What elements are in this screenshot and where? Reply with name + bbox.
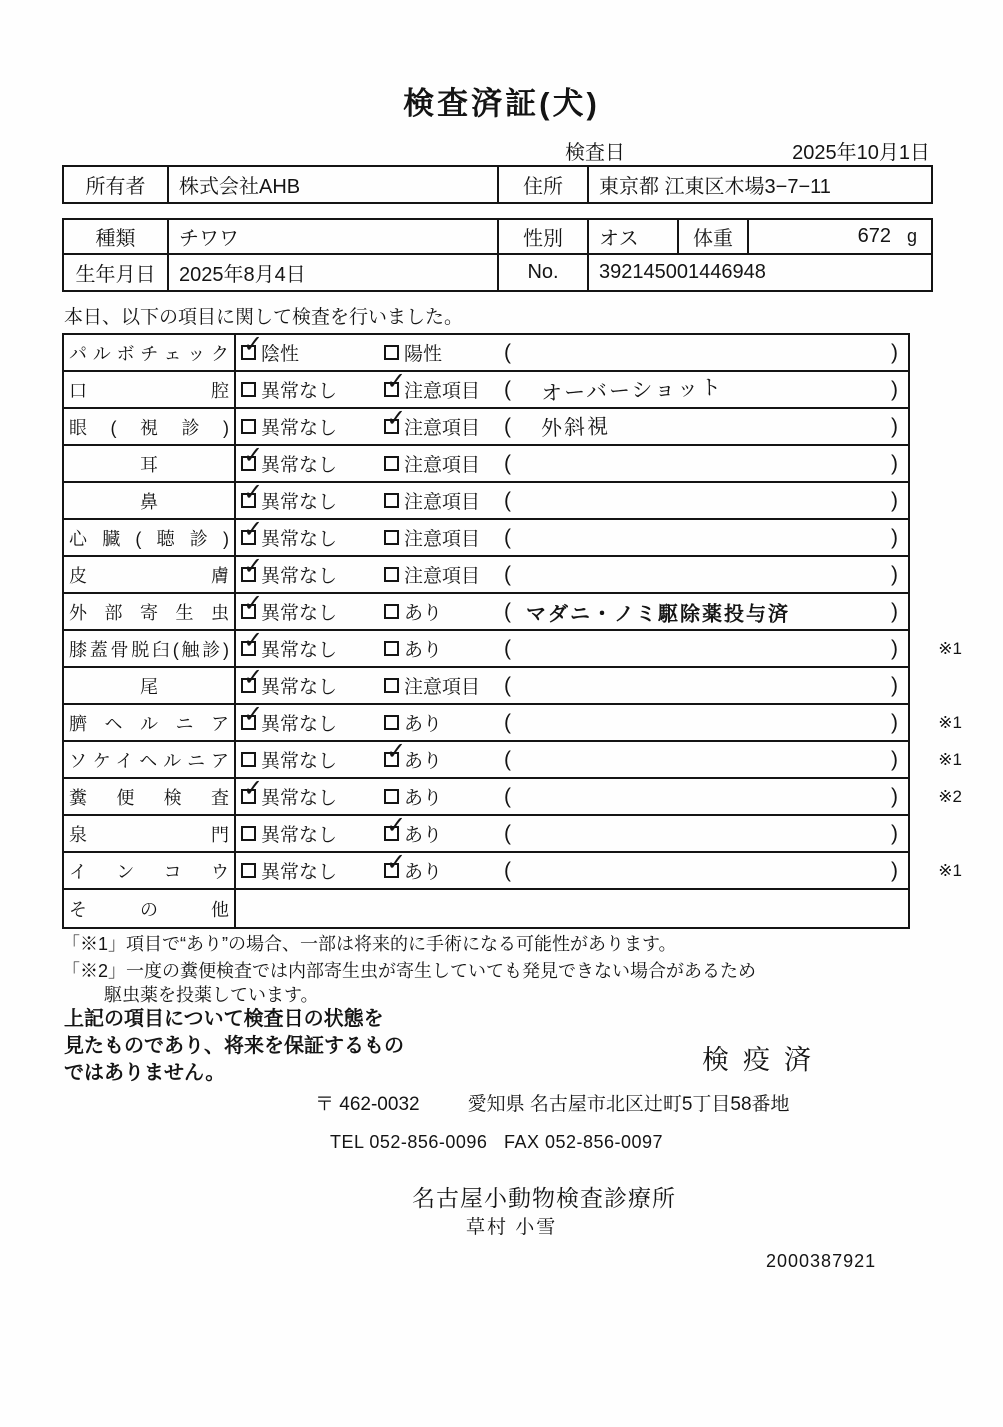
option-2 (384, 446, 480, 481)
paren-open: ( (504, 488, 511, 512)
option-1 (241, 372, 337, 407)
serial-number: 2000387921 (766, 1251, 877, 1271)
check-icon: ✓ (243, 701, 264, 728)
exam-row-content (236, 849, 908, 888)
check-icon: ✓ (386, 812, 407, 839)
exam-row-label-text: 眼(視診) (69, 417, 229, 438)
exam-row-content (236, 812, 908, 851)
checkbox-unchecked (384, 715, 399, 730)
paren-close: ) (891, 414, 898, 438)
paren-close: ) (891, 673, 898, 697)
exam-row-label (64, 483, 236, 518)
exam-row-content (236, 479, 908, 518)
paren-open: ( (504, 451, 511, 475)
paren-close: ) (891, 340, 898, 364)
checkbox-checked (241, 553, 264, 582)
option-2 (384, 405, 481, 444)
check-icon: ✓ (243, 590, 264, 617)
option-2 (384, 812, 443, 851)
exam-row-label (64, 409, 236, 444)
owner-table (62, 165, 933, 204)
checkbox-checked (384, 405, 407, 434)
option-label: あり (404, 825, 443, 846)
paren-close: ) (891, 451, 898, 475)
checkbox-unchecked (241, 863, 256, 878)
intro-text: 本日、以下の項目に関して検査を行いました。 (64, 307, 464, 328)
paren-open: ( (504, 599, 511, 623)
clinic-name: 名古屋小動物検査診療所 (412, 1185, 676, 1211)
exam-row-label (64, 594, 236, 629)
paren-open: ( (504, 340, 511, 364)
option-label: あり (404, 640, 443, 661)
check-icon: ✓ (243, 775, 264, 802)
option-label: 異常なし (261, 788, 338, 809)
ref-mark: ※1 (938, 749, 962, 769)
checkbox-checked (384, 812, 407, 841)
exam-row-label-text: 糞便検査 (69, 787, 229, 808)
paren-close: ) (891, 784, 898, 808)
paren-close: ) (891, 821, 898, 845)
paren-open: ( (504, 821, 511, 845)
exam-row-label-text: 臍ヘルニア (69, 713, 229, 734)
paren-open: ( (504, 673, 511, 697)
option-1 (241, 627, 338, 666)
option-label: 注意項目 (404, 492, 481, 513)
checkbox-unchecked (384, 789, 399, 804)
exam-row (64, 812, 908, 853)
exam-row-label-text: 心臓(聴診) (69, 528, 229, 549)
check-icon: ✓ (243, 516, 264, 543)
weight-cell (749, 220, 931, 253)
birthdate-label: 生年月日 (64, 255, 169, 290)
paren-open: ( (504, 784, 511, 808)
exam-row-label (64, 557, 236, 592)
check-icon: ✓ (243, 627, 264, 654)
option-1 (241, 479, 338, 518)
option-label: あり (404, 603, 443, 624)
pet-info-row-2 (64, 255, 931, 290)
exam-row-label (64, 853, 236, 888)
check-icon: ✓ (386, 849, 407, 876)
option-1 (241, 742, 337, 777)
paren-close: ) (891, 377, 898, 401)
option-1 (241, 331, 300, 370)
disclaimer (64, 1006, 404, 1087)
check-icon: ✓ (243, 553, 264, 580)
footnote-2-line1: 「※2」一度の糞便検査では内部寄生虫が寄生していても発見できない場合があるため (62, 961, 757, 981)
owner-label: 所有者 (64, 167, 169, 202)
exam-row (64, 442, 908, 483)
clinic-postal-row (315, 1089, 790, 1116)
checkbox-unchecked (384, 493, 399, 508)
address-value: 東京都 江東区木場3−7−11 (599, 176, 831, 198)
option-label: 異常なし (261, 751, 338, 772)
check-icon: ✓ (243, 479, 264, 506)
option-2 (384, 483, 480, 518)
exam-row-label (64, 520, 236, 555)
option-1 (241, 701, 338, 740)
pet-info-table (62, 218, 933, 292)
exam-row (64, 590, 908, 631)
exam-row-content (236, 775, 908, 814)
exam-row-label-text: 外部寄生虫 (69, 602, 229, 623)
exam-row-content (236, 516, 908, 555)
option-label: 異常なし (261, 566, 338, 587)
exam-row (64, 738, 962, 779)
inspection-date-row (62, 136, 933, 162)
option-label: 異常なし (261, 492, 338, 513)
disclaimer-line-2: 見たものであり、将来を保証するもの (64, 1035, 404, 1057)
checkbox-checked (241, 516, 264, 545)
option-1 (241, 409, 337, 444)
veterinarian-name: 草村 小雪 (466, 1217, 558, 1238)
exam-row (64, 553, 908, 594)
option-label: 異常なし (261, 603, 338, 624)
option-1 (241, 590, 338, 629)
exam-row-label (64, 816, 236, 851)
inspection-date-value: 2025年10月1日 (792, 142, 930, 164)
weight-unit: g (906, 226, 917, 246)
ref-mark: ※1 (938, 712, 962, 732)
exam-row (64, 516, 908, 557)
note-text: オーバーショット (540, 375, 724, 406)
no-value: 392145001446948 (599, 261, 766, 283)
exam-table (62, 331, 962, 929)
check-icon: ✓ (386, 738, 407, 765)
check-icon: ✓ (243, 331, 264, 358)
option-label: 異常なし (261, 714, 338, 735)
option-label: 注意項目 (404, 381, 481, 402)
checkbox-unchecked (384, 678, 399, 693)
option-2 (384, 520, 480, 555)
checkbox-checked (241, 775, 264, 804)
exam-row-content (236, 368, 908, 407)
paren-open: ( (504, 562, 511, 586)
option-1 (241, 664, 338, 703)
exam-row-label-text: パルボチェック (69, 343, 229, 364)
option-label: 異常なし (261, 862, 338, 883)
ref-mark: ※2 (938, 786, 962, 806)
exam-row (64, 890, 908, 927)
checkbox-checked (241, 664, 264, 693)
paren-close: ) (891, 525, 898, 549)
exam-row (64, 479, 908, 520)
checkbox-unchecked (241, 826, 256, 841)
paren-open: ( (504, 747, 511, 771)
check-icon: ✓ (386, 368, 407, 395)
check-icon: ✓ (386, 405, 407, 432)
breed-value: チワワ (169, 220, 499, 253)
paren-close: ) (891, 599, 898, 623)
paren-open: ( (504, 858, 511, 882)
check-icon: ✓ (243, 664, 264, 691)
option-2 (384, 705, 442, 740)
birthdate-value: 2025年8月4日 (169, 255, 499, 290)
exam-row-content (236, 664, 908, 703)
option-1 (241, 516, 338, 555)
option-label: 注意項目 (404, 529, 481, 550)
option-2 (384, 368, 481, 407)
clinic-address: 愛知県 名古屋市北区辻町5丁目58番地 (467, 1094, 790, 1115)
checkbox-unchecked (384, 530, 399, 545)
option-label: 注意項目 (404, 455, 481, 476)
paren-open: ( (504, 414, 511, 438)
sex-label: 性別 (499, 220, 589, 253)
option-label: 注意項目 (404, 677, 481, 698)
option-2 (384, 849, 443, 888)
exam-row-label-text: 鼻 (140, 491, 158, 512)
option-label: あり (404, 788, 443, 809)
postal-code: 〒 462-0032 (315, 1094, 420, 1115)
checkbox-checked (241, 590, 264, 619)
exam-row-content (236, 331, 908, 370)
paren-open: ( (504, 710, 511, 734)
weight-value: 672 (857, 225, 891, 247)
exam-row-label (64, 335, 236, 370)
exam-row (64, 405, 908, 446)
checkbox-checked (384, 738, 407, 767)
exam-row-label (64, 779, 236, 814)
option-label: 異常なし (261, 455, 338, 476)
exam-row-label-text: 皮膚 (69, 565, 229, 586)
option-2 (384, 335, 442, 370)
option-2 (384, 668, 480, 703)
checkbox-unchecked (384, 567, 399, 582)
option-label: あり (404, 714, 443, 735)
paren-close: ) (891, 562, 898, 586)
option-label: 陰性 (261, 344, 300, 365)
exam-row (64, 331, 908, 372)
option-label: 異常なし (261, 381, 338, 402)
option-2 (384, 594, 442, 629)
checkbox-unchecked (241, 419, 256, 434)
exam-row-label-text: その他 (69, 899, 229, 920)
exam-row-content (236, 627, 908, 666)
breed-label: 種類 (64, 220, 169, 253)
exam-row-label (64, 890, 236, 927)
exam-row-label-text: ソケイヘルニア (69, 750, 229, 771)
paren-close: ) (891, 488, 898, 512)
exam-row-label (64, 668, 236, 703)
checkbox-unchecked (241, 382, 256, 397)
ref-mark: ※1 (938, 638, 962, 658)
option-label: 注意項目 (404, 418, 481, 439)
ref-mark: ※1 (938, 860, 962, 880)
exam-row-label (64, 705, 236, 740)
footnote-2-line2: 駆虫薬を投薬しています。 (104, 985, 319, 1005)
paren-close: ) (891, 710, 898, 734)
paren-open: ( (504, 525, 511, 549)
exam-row-content (236, 553, 908, 592)
address-label: 住所 (499, 167, 589, 202)
exam-row-content (236, 738, 908, 777)
paren-open: ( (504, 377, 511, 401)
exam-row-label-text: 耳 (140, 454, 158, 475)
inspection-date-label: 検査日 (565, 142, 625, 164)
exam-row-label-text: 尾 (140, 676, 158, 697)
checkbox-unchecked (384, 456, 399, 471)
exam-row (64, 775, 962, 816)
option-1 (241, 853, 337, 888)
exam-row-label (64, 631, 236, 666)
option-1 (241, 553, 338, 592)
exam-row (64, 368, 908, 409)
exam-row-label-text: 泉門 (69, 824, 229, 845)
option-1 (241, 816, 337, 851)
checkbox-checked (241, 442, 264, 471)
checkbox-checked (241, 701, 264, 730)
option-label: 異常なし (261, 529, 338, 550)
exam-row (64, 849, 962, 890)
checkbox-unchecked (384, 641, 399, 656)
checkbox-checked (241, 627, 264, 656)
option-2 (384, 779, 442, 814)
option-label: 異常なし (261, 825, 338, 846)
clinic-tel-fax: TEL 052-856-0096 FAX 052-856-0097 (330, 1132, 664, 1152)
option-label: 陽性 (404, 344, 443, 365)
exam-row-content (236, 442, 908, 481)
exam-row (64, 701, 962, 742)
exam-row (64, 627, 962, 668)
weight-label: 体重 (679, 220, 749, 253)
note-text: マダニ・ノミ駆除薬投与済 (526, 603, 790, 625)
exam-row-content (236, 701, 908, 740)
quarantine-stamp: 検疫済 (702, 1045, 825, 1075)
checkbox-checked (384, 368, 407, 397)
exam-row-content (236, 405, 908, 444)
option-label: 異常なし (261, 640, 338, 661)
option-1 (241, 442, 338, 481)
exam-row-label-text: インコウ (69, 861, 229, 882)
pet-info-row-1 (64, 220, 931, 255)
exam-row-label (64, 446, 236, 481)
disclaimer-line-3: ではありません。 (64, 1062, 226, 1084)
no-label: No. (499, 255, 589, 290)
exam-row-content (236, 890, 908, 927)
paren-close: ) (891, 747, 898, 771)
checkbox-unchecked (241, 752, 256, 767)
owner-value: 株式会社AHB (169, 167, 499, 202)
exam-row-content (236, 590, 908, 629)
exam-row-label (64, 742, 236, 777)
option-2 (384, 738, 443, 777)
option-label: 注意項目 (404, 566, 481, 587)
note-text: 外斜視 (540, 414, 611, 441)
option-label: あり (404, 862, 443, 883)
paren-close: ) (891, 636, 898, 660)
checkbox-unchecked (384, 345, 399, 360)
exam-row-label-text: 口腔 (69, 380, 229, 401)
paren-open: ( (504, 636, 511, 660)
exam-row-label-text: 膝蓋骨脱臼(触診) (69, 639, 229, 660)
checkbox-checked (241, 479, 264, 508)
exam-row (64, 664, 908, 705)
option-label: 異常なし (261, 677, 338, 698)
option-label: あり (404, 751, 443, 772)
checkbox-unchecked (384, 604, 399, 619)
disclaimer-line-1: 上記の項目について検査日の状態を (64, 1008, 384, 1030)
document-title: 検査済証(犬) (403, 86, 600, 121)
option-1 (241, 775, 338, 814)
checkbox-checked (241, 331, 264, 360)
option-2 (384, 557, 480, 592)
option-label: 異常なし (261, 418, 338, 439)
checkbox-checked (384, 849, 407, 878)
option-2 (384, 631, 442, 666)
sex-value: オス (589, 220, 679, 253)
check-icon: ✓ (243, 442, 264, 469)
footnote-1: 「※1」項目で“あり”の場合、一部は将来的に手術になる可能性があります。 (62, 934, 677, 954)
exam-row-label (64, 372, 236, 407)
paren-close: ) (891, 858, 898, 882)
